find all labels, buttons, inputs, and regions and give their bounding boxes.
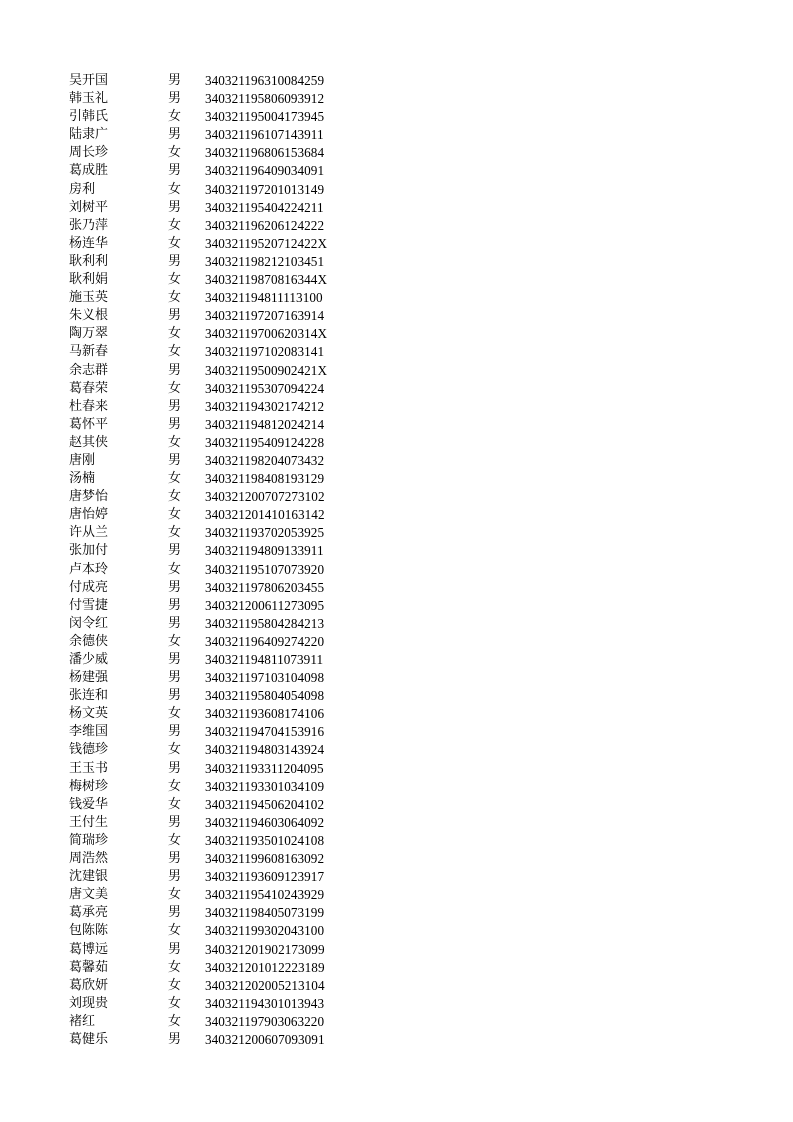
name-cell: 许从兰	[69, 525, 109, 541]
gender-cell: 女	[168, 217, 182, 233]
name-cell: 沈建银	[69, 869, 109, 885]
id-number-cell: 340321195806093912	[205, 91, 325, 107]
roster-table	[69, 72, 369, 1049]
id-number-cell: 340321197102083141	[205, 344, 325, 360]
id-number-cell: 340321194809133911	[205, 543, 324, 559]
name-cell: 葛博远	[69, 941, 109, 957]
gender-cell: 女	[168, 525, 182, 541]
id-number-cell: 340321195107073920	[205, 561, 325, 577]
table-row	[69, 434, 369, 452]
table-row	[69, 181, 369, 199]
name-cell: 耿利娟	[69, 272, 109, 288]
name-cell: 余德侠	[69, 633, 109, 649]
id-number-cell: 340321195004173945	[205, 109, 325, 125]
name-cell: 杨建强	[69, 670, 109, 686]
gender-cell: 男	[168, 941, 182, 957]
id-number-cell: 340321193608174106	[205, 706, 325, 722]
id-number-cell: 340321193301034109	[205, 778, 325, 794]
name-cell: 张加付	[69, 543, 109, 559]
name-cell: 包陈陈	[69, 923, 109, 939]
name-cell: 钱爱华	[69, 796, 109, 812]
table-row	[69, 343, 369, 361]
name-cell: 梅树珍	[69, 778, 109, 794]
table-row	[69, 669, 369, 687]
id-number-cell: 340321201902173099	[205, 941, 325, 957]
id-number-cell: 340321200607093091	[205, 1031, 325, 1047]
name-cell: 耿利利	[69, 253, 109, 269]
table-row	[69, 579, 369, 597]
table-row	[69, 380, 369, 398]
gender-cell: 男	[168, 163, 182, 179]
id-number-cell: 340321201012223189	[205, 959, 325, 975]
name-cell: 张乃萍	[69, 217, 109, 233]
name-cell: 葛春荣	[69, 380, 109, 396]
table-row	[69, 144, 369, 162]
id-number-cell: 340321194603064092	[205, 814, 325, 830]
table-row	[69, 705, 369, 723]
gender-cell: 女	[168, 434, 182, 450]
id-number-cell: 340321200611273095	[205, 597, 325, 613]
id-number-cell: 340321193501024108	[205, 832, 325, 848]
table-row	[69, 741, 369, 759]
id-number-cell: 340321196409274220	[205, 633, 325, 649]
name-cell: 李维国	[69, 724, 109, 740]
id-number-cell: 340321196107143911	[205, 127, 324, 143]
gender-cell: 男	[168, 1031, 182, 1047]
id-number-cell: 340321196206124222	[205, 217, 325, 233]
id-number-cell: 340321195404224211	[205, 199, 324, 215]
id-number-cell: 340321198212103451	[205, 253, 325, 269]
table-row	[69, 633, 369, 651]
table-row	[69, 687, 369, 705]
id-number-cell: 340321194302174212	[205, 398, 325, 414]
gender-cell: 女	[168, 489, 182, 505]
gender-cell: 女	[168, 471, 182, 487]
gender-cell: 女	[168, 959, 182, 975]
gender-cell: 女	[168, 977, 182, 993]
table-row	[69, 995, 369, 1013]
table-row	[69, 217, 369, 235]
id-number-cell: 340321200707273102	[205, 489, 325, 505]
gender-cell: 男	[168, 615, 182, 631]
id-number-cell: 340321195410243929	[205, 887, 325, 903]
id-number-cell: 34032119870816344X	[205, 272, 328, 288]
id-number-cell: 340321195804054098	[205, 688, 325, 704]
name-cell: 简瑞珍	[69, 832, 109, 848]
table-row	[69, 1013, 369, 1031]
name-cell: 葛承亮	[69, 905, 109, 921]
id-number-cell: 340321195409124228	[205, 434, 325, 450]
name-cell: 刘树平	[69, 199, 109, 215]
table-row	[69, 416, 369, 434]
name-cell: 闵令红	[69, 615, 109, 631]
table-row	[69, 199, 369, 217]
gender-cell: 女	[168, 742, 182, 758]
table-row	[69, 941, 369, 959]
table-row	[69, 959, 369, 977]
gender-cell: 男	[168, 543, 182, 559]
gender-cell: 男	[168, 416, 182, 432]
name-cell: 王付生	[69, 814, 109, 830]
id-number-cell: 340321199302043100	[205, 923, 325, 939]
gender-cell: 女	[168, 887, 182, 903]
id-number-cell: 340321196806153684	[205, 145, 325, 161]
table-row	[69, 235, 369, 253]
name-cell: 钱德珍	[69, 742, 109, 758]
name-cell: 引韩氏	[69, 109, 109, 125]
name-cell: 葛健乐	[69, 1031, 109, 1047]
gender-cell: 男	[168, 597, 182, 613]
id-number-cell: 34032119520712422X	[205, 235, 328, 251]
name-cell: 褚红	[69, 1013, 96, 1029]
id-number-cell: 340321196409034091	[205, 163, 325, 179]
name-cell: 卢本玲	[69, 561, 109, 577]
id-number-cell: 34032119500902421X	[205, 362, 328, 378]
table-row	[69, 362, 369, 380]
gender-cell: 男	[168, 579, 182, 595]
gender-cell: 男	[168, 905, 182, 921]
name-cell: 付成亮	[69, 579, 109, 595]
id-number-cell: 340321197103104098	[205, 670, 325, 686]
id-number-cell: 340321194812024214	[205, 416, 325, 432]
table-row	[69, 597, 369, 615]
name-cell: 马新春	[69, 344, 109, 360]
table-row	[69, 542, 369, 560]
id-number-cell: 340321196310084259	[205, 73, 325, 88]
table-row	[69, 977, 369, 995]
name-cell: 周长珍	[69, 145, 109, 161]
name-cell: 周浩然	[69, 851, 109, 867]
name-cell: 房利	[69, 181, 96, 197]
name-cell: 陆隶广	[69, 127, 109, 143]
table-row	[69, 850, 369, 868]
gender-cell: 女	[168, 923, 182, 939]
gender-cell: 男	[168, 869, 182, 885]
id-number-cell: 340321193609123917	[205, 869, 325, 885]
name-cell: 葛成胜	[69, 163, 109, 179]
gender-cell: 男	[168, 73, 182, 88]
gender-cell: 女	[168, 1013, 182, 1029]
table-row	[69, 778, 369, 796]
name-cell: 吴开国	[69, 73, 109, 88]
name-cell: 杜春来	[69, 398, 109, 414]
table-row	[69, 289, 369, 307]
id-number-cell: 340321197207163914	[205, 308, 325, 324]
name-cell: 朱义根	[69, 308, 109, 324]
table-row	[69, 1031, 369, 1049]
name-cell: 王玉书	[69, 760, 109, 776]
name-cell: 付雪捷	[69, 597, 109, 613]
id-number-cell: 340321197903063220	[205, 1013, 325, 1029]
name-cell: 葛馨茹	[69, 959, 109, 975]
table-row	[69, 524, 369, 542]
name-cell: 韩玉礼	[69, 91, 109, 107]
id-number-cell: 340321194811073911	[205, 652, 324, 667]
name-cell: 赵其侠	[69, 434, 109, 450]
table-row	[69, 723, 369, 741]
name-cell: 刘现贵	[69, 995, 109, 1011]
gender-cell: 男	[168, 91, 182, 107]
gender-cell: 男	[168, 760, 182, 776]
table-row	[69, 271, 369, 289]
id-number-cell: 340321195307094224	[205, 380, 325, 396]
id-number-cell: 340321195804284213	[205, 615, 325, 631]
id-number-cell: 340321194811113100	[205, 290, 323, 306]
id-number-cell: 340321198408193129	[205, 471, 325, 487]
table-row	[69, 470, 369, 488]
table-row	[69, 886, 369, 904]
gender-cell: 男	[168, 362, 182, 378]
id-number-cell: 340321197806203455	[205, 579, 325, 595]
table-row	[69, 615, 369, 633]
id-number-cell: 340321194301013943	[205, 995, 325, 1011]
table-row	[69, 108, 369, 126]
table-row	[69, 904, 369, 922]
table-row	[69, 651, 369, 669]
gender-cell: 男	[168, 452, 182, 468]
gender-cell: 女	[168, 290, 182, 306]
table-row	[69, 325, 369, 343]
gender-cell: 女	[168, 995, 182, 1011]
gender-cell: 女	[168, 109, 182, 125]
id-number-cell: 340321202005213104	[205, 977, 325, 993]
name-cell: 唐文美	[69, 887, 109, 903]
gender-cell: 女	[168, 272, 182, 288]
id-number-cell: 340321193702053925	[205, 525, 325, 541]
gender-cell: 女	[168, 832, 182, 848]
gender-cell: 女	[168, 145, 182, 161]
gender-cell: 男	[168, 199, 182, 215]
gender-cell: 男	[168, 851, 182, 867]
id-number-cell: 34032119700620314X	[205, 326, 328, 342]
id-number-cell: 340321197201013149	[205, 181, 325, 197]
id-number-cell: 340321199608163092	[205, 851, 325, 867]
gender-cell: 女	[168, 326, 182, 342]
table-row	[69, 922, 369, 940]
name-cell: 葛怀平	[69, 416, 109, 432]
name-cell: 施玉英	[69, 290, 109, 306]
table-row	[69, 307, 369, 325]
gender-cell: 女	[168, 561, 182, 577]
table-row	[69, 814, 369, 832]
gender-cell: 女	[168, 181, 182, 197]
id-number-cell: 340321198204073432	[205, 452, 325, 468]
gender-cell: 女	[168, 778, 182, 794]
name-cell: 潘少威	[69, 652, 109, 667]
gender-cell: 男	[168, 670, 182, 686]
name-cell: 葛欣妍	[69, 977, 109, 993]
table-row	[69, 488, 369, 506]
name-cell: 张连和	[69, 688, 109, 704]
id-number-cell: 340321193311204095	[205, 760, 324, 776]
table-row	[69, 796, 369, 814]
name-cell: 唐刚	[69, 452, 96, 468]
gender-cell: 女	[168, 344, 182, 360]
table-row	[69, 126, 369, 144]
name-cell: 杨文英	[69, 706, 109, 722]
name-cell: 陶万翠	[69, 326, 109, 342]
gender-cell: 女	[168, 796, 182, 812]
id-number-cell: 340321194803143924	[205, 742, 325, 758]
gender-cell: 男	[168, 814, 182, 830]
id-number-cell: 340321201410163142	[205, 507, 325, 523]
table-row	[69, 832, 369, 850]
table-row	[69, 760, 369, 778]
gender-cell: 男	[168, 308, 182, 324]
table-row	[69, 868, 369, 886]
gender-cell: 男	[168, 398, 182, 414]
name-cell: 唐梦怡	[69, 489, 109, 505]
table-row	[69, 72, 369, 90]
id-number-cell: 340321198405073199	[205, 905, 325, 921]
table-row	[69, 162, 369, 180]
gender-cell: 女	[168, 706, 182, 722]
name-cell: 汤楠	[69, 471, 96, 487]
table-row	[69, 506, 369, 524]
gender-cell: 女	[168, 235, 182, 251]
table-row	[69, 452, 369, 470]
gender-cell: 女	[168, 633, 182, 649]
id-number-cell: 340321194704153916	[205, 724, 325, 740]
gender-cell: 女	[168, 507, 182, 523]
gender-cell: 男	[168, 724, 182, 740]
gender-cell: 男	[168, 127, 182, 143]
table-row	[69, 90, 369, 108]
table-row	[69, 398, 369, 416]
name-cell: 余志群	[69, 362, 109, 378]
gender-cell: 女	[168, 380, 182, 396]
gender-cell: 男	[168, 688, 182, 704]
id-number-cell: 340321194506204102	[205, 796, 325, 812]
table-row	[69, 561, 369, 579]
gender-cell: 男	[168, 652, 182, 667]
name-cell: 唐怡婷	[69, 507, 109, 523]
name-cell: 杨连华	[69, 235, 109, 251]
table-row	[69, 253, 369, 271]
gender-cell: 男	[168, 253, 182, 269]
